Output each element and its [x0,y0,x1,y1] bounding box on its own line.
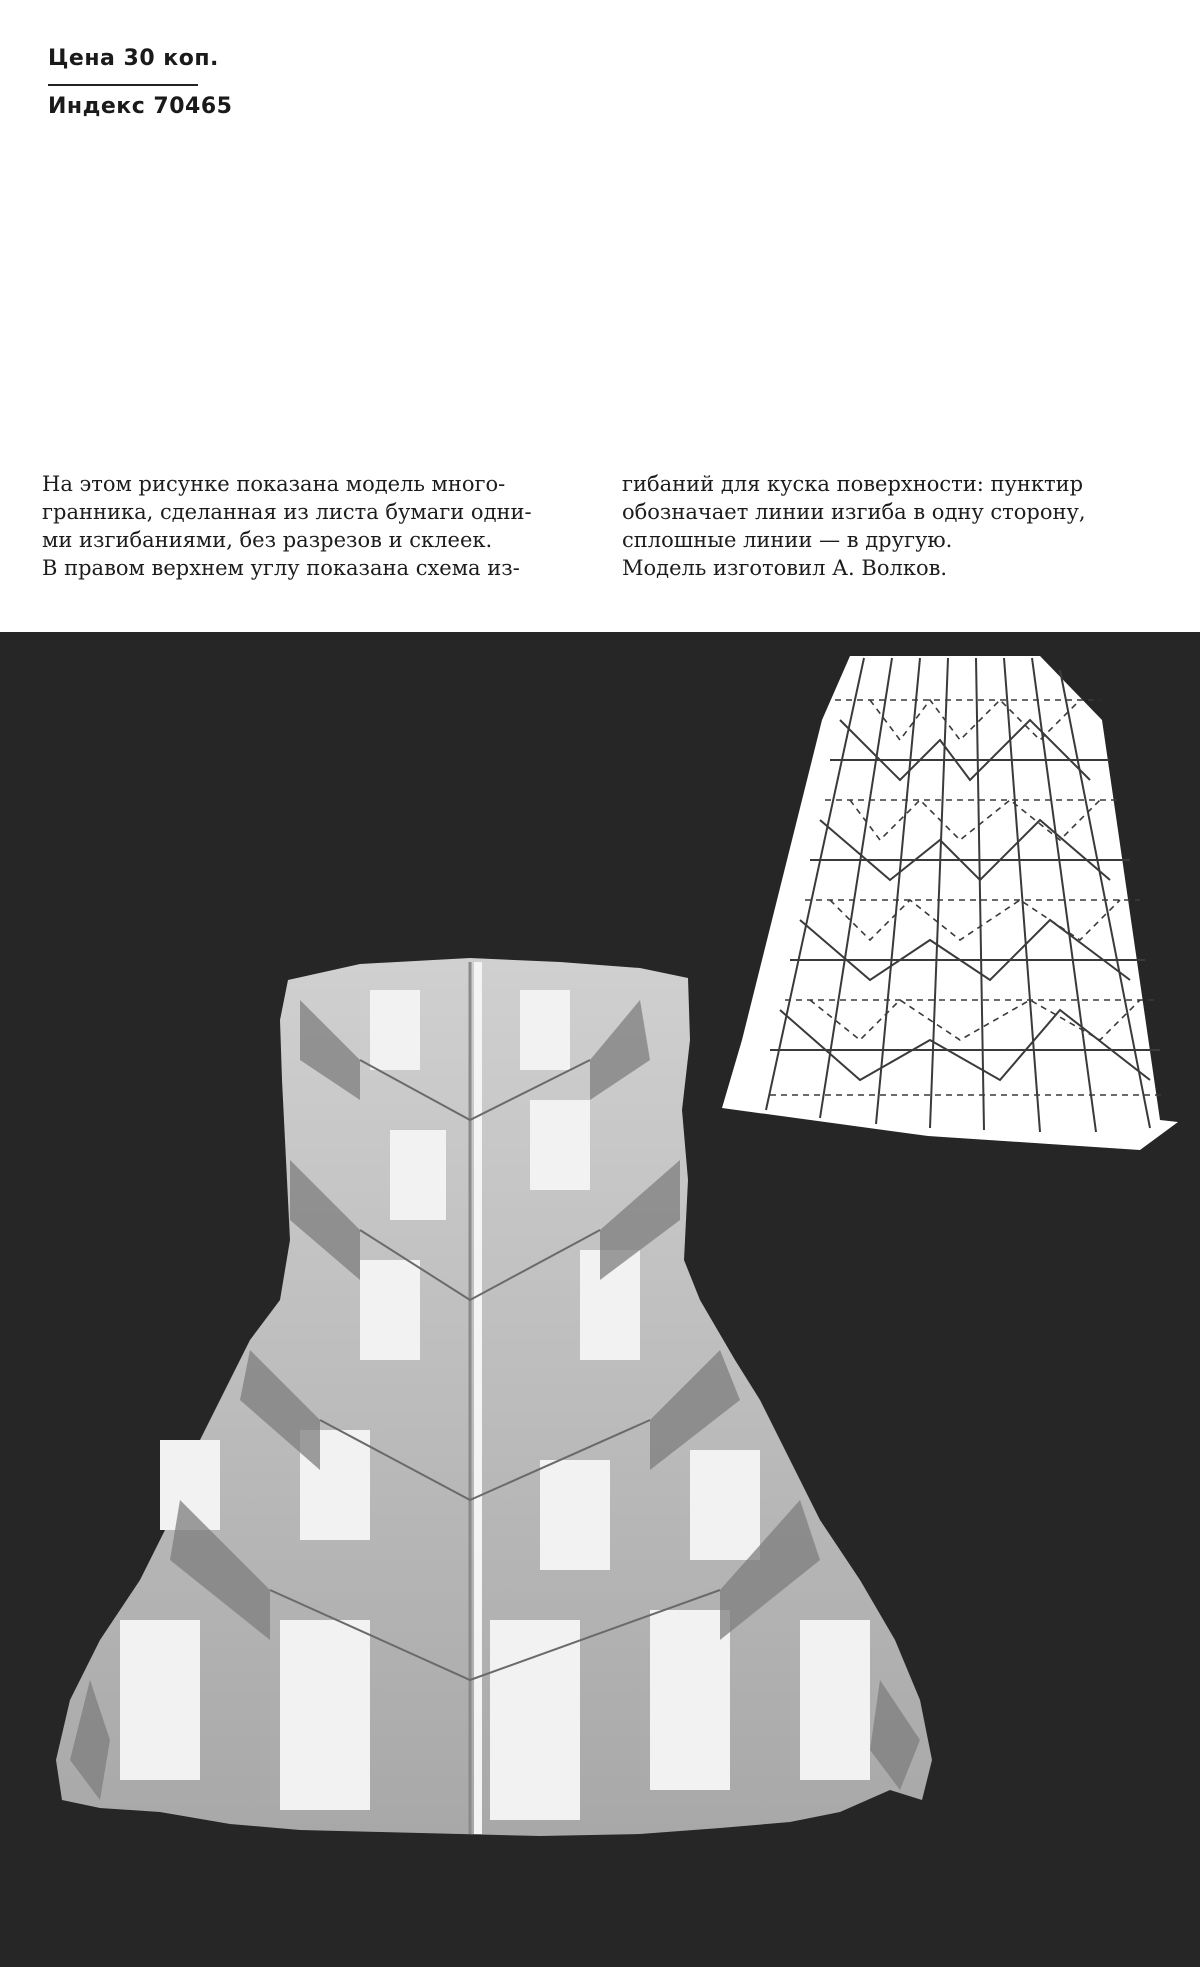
caption-left-column: На этом рисунке показана модель много- гранника, сделанная из листа бумаги одни- ми изгибаниями, без разрезов и склеек. В правом верхнем углу показана схема из- [42,472,532,580]
fold-diagram [722,656,1178,1150]
index-label: Индекс 70465 [48,94,233,119]
price-label: Цена 30 коп. [48,46,219,71]
caption-right-column: гибаний для куска поверхности: пунктир обозначает линии изгиба в одну сторону, сплошные линии — в другую. Модель изготовил А. Волков. [622,472,1086,580]
